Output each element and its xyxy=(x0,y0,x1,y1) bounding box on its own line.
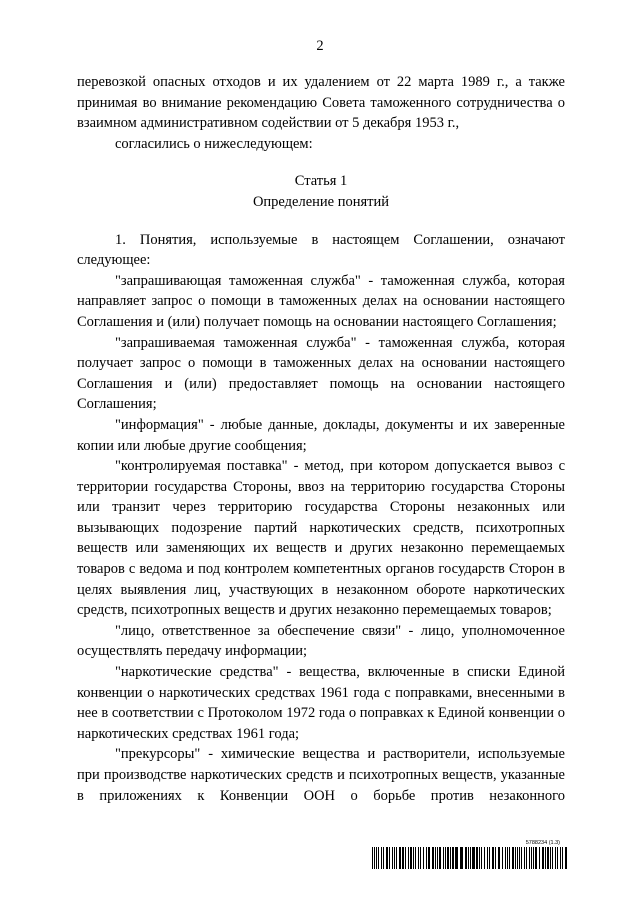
definition-text: - таможенная служба, которая направляет запрос о помощи в таможенных делах на основании настоящего Соглашения и (или) получает помощь на основании настоящего Соглашения; xyxy=(77,272,565,330)
article-number: Статья 1 xyxy=(294,173,348,190)
barcode-bar xyxy=(545,847,546,869)
barcode-bar xyxy=(565,847,567,869)
barcode-bar xyxy=(552,847,553,869)
barcode-bar xyxy=(415,847,416,869)
definition-term: "запрашивающая таможенная служба" xyxy=(115,272,361,289)
barcode-bar xyxy=(428,847,430,869)
definition-text: - лицо, уполномоченное осуществлять передачу информации; xyxy=(77,622,565,660)
barcode-bar xyxy=(509,847,510,869)
definition-term: "прекурсоры" xyxy=(115,746,201,763)
barcode-bar xyxy=(557,847,558,869)
definition-text: - метод, при котором допускается вывоз с территории государства Стороны, ввоз на территорию государства Стороны или транзит через территорию государства Стороны незаконных или вызывающих подозрение партий наркотических средств, психотропных веществ или заменяющих их веществ и других незаконно перемещаемых товаров с ведома и под контролем компетентных органов государств Сторон в целях выявления лиц, участвующих в незаконном обороте наркотических средств, психотропных веществ и других незаконно перемещаемых товаров; xyxy=(77,458,566,619)
definition-text: - вещества, включенные в списки Единой конвенции о наркотических средствах 1961 года с поправками, внесенными в нее в соответствии с Протоколом 1972 года о поправках к Единой конвенции о наркотических средствах 1961 года; xyxy=(77,664,565,742)
barcode-bar xyxy=(562,847,563,869)
barcode-bar xyxy=(394,847,395,869)
barcode-bar xyxy=(378,847,379,869)
definition-item xyxy=(77,271,565,333)
barcode-bar xyxy=(479,847,480,869)
intro-agreed: согласились о нижеследующем: xyxy=(115,135,313,152)
article-title: Определение понятий xyxy=(252,193,390,210)
barcode-bar xyxy=(515,847,516,869)
barcode-bar xyxy=(542,847,544,869)
page-number: 2 xyxy=(316,38,324,54)
definition-item xyxy=(77,662,565,744)
barcode-number: 5788234 (1.3) xyxy=(525,840,560,846)
barcode-block xyxy=(372,840,568,869)
definition-term: "контролируемая поставка" xyxy=(115,458,288,475)
definition-term: "информация" xyxy=(115,416,204,433)
barcode-bar xyxy=(526,847,527,869)
document-body xyxy=(77,72,565,806)
barcode-bar xyxy=(512,847,514,869)
barcode-bar xyxy=(426,847,427,869)
barcode-bar xyxy=(492,847,494,869)
barcode-bar xyxy=(399,847,401,869)
definition-term: "запрашиваемая таможенная служба" xyxy=(115,334,357,351)
definition-item xyxy=(77,456,565,621)
barcode-bar xyxy=(481,847,482,869)
barcode-bar xyxy=(386,847,388,869)
barcode-bar xyxy=(420,847,421,869)
definition-term: "наркотические средства" xyxy=(115,664,279,681)
barcode-bar xyxy=(413,847,414,869)
barcode-bar xyxy=(535,847,537,869)
definition-term: "лицо, ответственное за обеспечение связи" xyxy=(115,622,402,639)
barcode-bar xyxy=(555,847,556,869)
definition-item xyxy=(77,333,565,415)
barcode-bar xyxy=(405,847,406,869)
definition-text: - химические вещества и растворители, используемые при производстве наркотических средств и психотропных веществ, указанные в приложениях к Конвенции ООН о борьбе против незаконного xyxy=(77,746,565,804)
definition-text: - любые данные, доклады, документы и их заверенные копии или любые другие сообщения; xyxy=(77,416,565,454)
barcode-bar xyxy=(435,847,436,869)
barcode-bar xyxy=(502,847,503,869)
barcode-bar xyxy=(529,847,530,869)
barcode-bar xyxy=(437,847,438,869)
barcode-bar xyxy=(560,847,561,869)
definition-item xyxy=(77,621,565,662)
barcode-bar xyxy=(531,847,532,869)
barcode-bar xyxy=(410,847,412,869)
barcode-bar xyxy=(447,847,449,869)
definition-text: - таможенная служба, которая получает запрос о помощи в таможенных делах на основании настоящего Соглашения и (или) предоставляет помощь на основании настоящего Соглашения; xyxy=(77,334,565,413)
definition-item xyxy=(77,415,565,456)
barcode-bar xyxy=(439,847,441,869)
barcode-bar xyxy=(550,847,551,869)
barcode-bar xyxy=(465,847,467,869)
barcode-bar xyxy=(547,847,549,869)
barcode-bar xyxy=(418,847,419,869)
barcode-bar xyxy=(450,847,451,869)
barcode-bar xyxy=(524,847,525,869)
barcode-image xyxy=(372,847,568,869)
barcode-bar xyxy=(521,847,522,869)
barcode-bar xyxy=(452,847,454,869)
barcode-bar xyxy=(507,847,508,869)
barcode-bar xyxy=(505,847,506,869)
barcode-bar xyxy=(533,847,534,869)
clause-1: 1. Понятия, используемые в настоящем Соглашении, означают следующее: xyxy=(77,231,565,269)
barcode-bar xyxy=(476,847,478,869)
barcode-bar xyxy=(539,847,540,869)
barcode-bar xyxy=(423,847,424,869)
barcode-bar xyxy=(517,847,518,869)
barcode-bar xyxy=(445,847,446,869)
barcode-bar xyxy=(372,847,373,869)
barcode-bar xyxy=(468,847,469,869)
barcode-bar xyxy=(519,847,520,869)
barcode-bar xyxy=(484,847,485,869)
barcode-bar xyxy=(396,847,397,869)
barcode-bar xyxy=(376,847,377,869)
barcode-bar xyxy=(392,847,393,869)
barcode-bar xyxy=(455,847,458,869)
barcode-bar xyxy=(460,847,463,869)
barcode-bar xyxy=(495,847,496,869)
barcode-bar xyxy=(498,847,500,869)
barcode-bar xyxy=(472,847,475,869)
definition-item xyxy=(77,744,565,806)
barcode-bar xyxy=(487,847,488,869)
barcode-bar xyxy=(489,847,490,869)
barcode-bar xyxy=(374,847,375,869)
barcode-bar xyxy=(381,847,382,869)
barcode-bar xyxy=(402,847,404,869)
barcode-bar xyxy=(470,847,471,869)
intro-continuation: перевозкой опасных отходов и их удалением от 22 марта 1989 г., а также принимая во внимание рекомендацию Совета таможенного сотрудничества о взаимном административном содействии от 5 декабря 1953 г., xyxy=(77,74,565,132)
barcode-bar xyxy=(432,847,434,869)
barcode-bar xyxy=(389,847,390,869)
barcode-bar xyxy=(383,847,384,869)
barcode-bar xyxy=(443,847,444,869)
barcode-bar xyxy=(408,847,409,869)
